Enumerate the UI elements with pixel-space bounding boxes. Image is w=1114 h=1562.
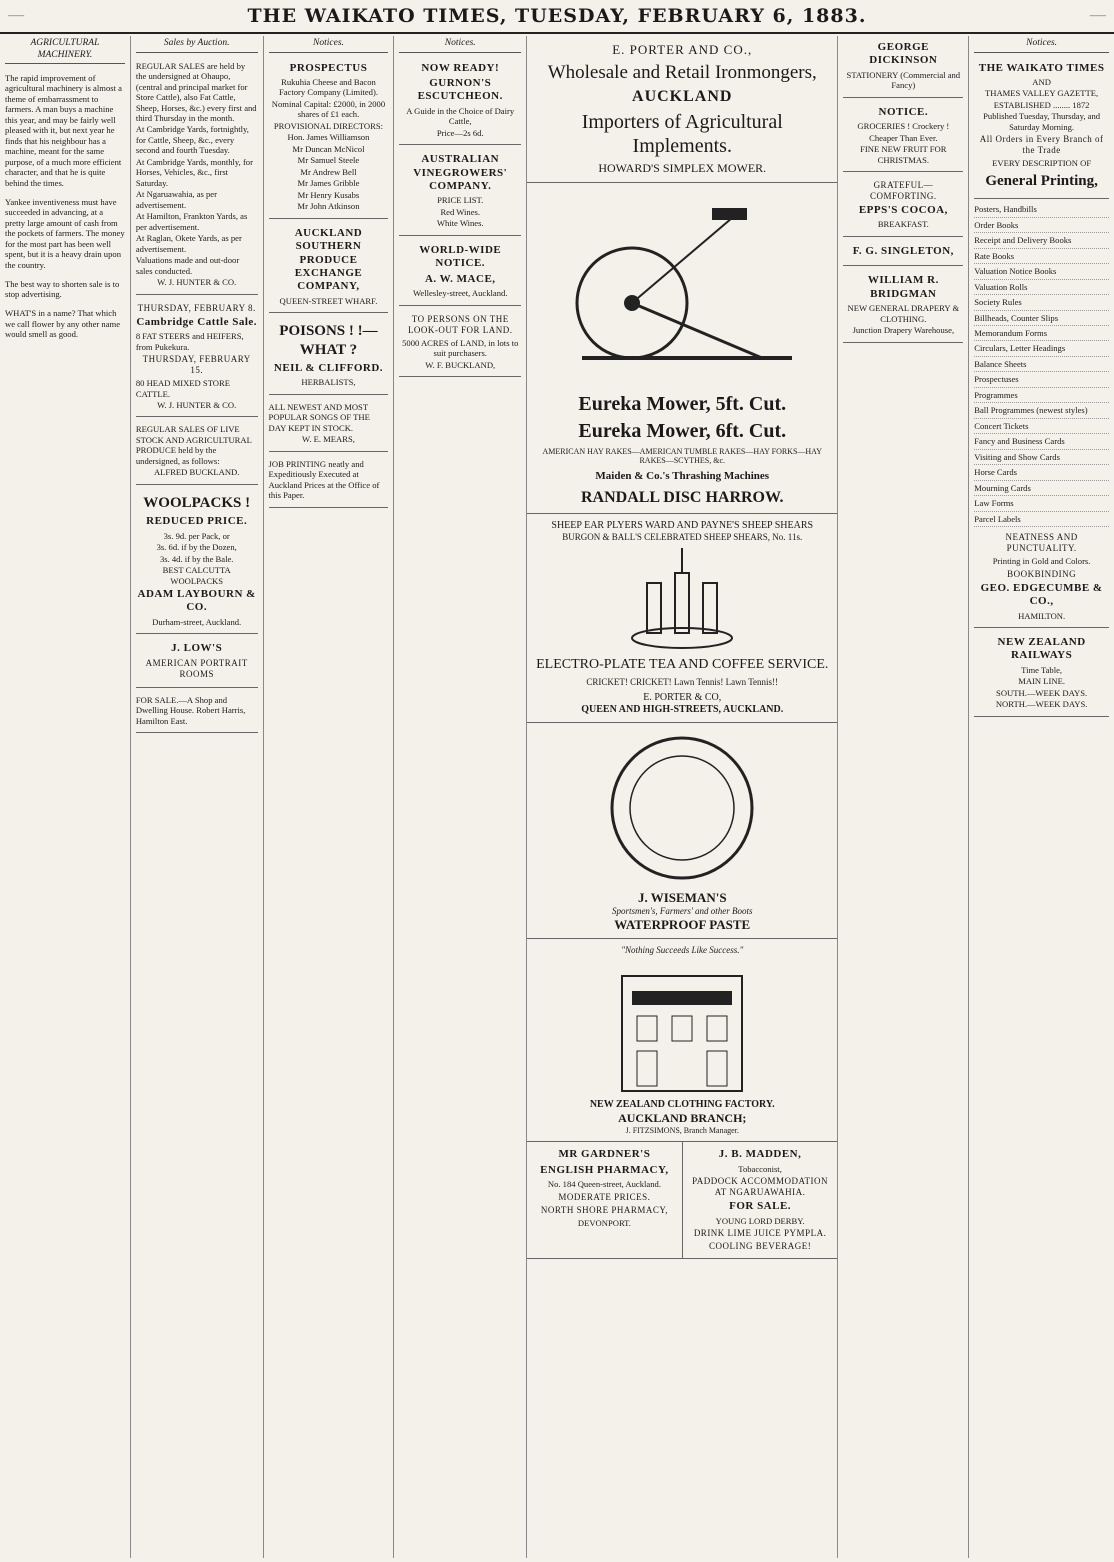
cricket-line: CRICKET! CRICKET! Lawn Tennis! Lawn Tennis!! — [586, 676, 779, 687]
column-heading: Notices. — [399, 36, 521, 53]
ad-text: BOOKBINDING — [1007, 568, 1077, 579]
mower-illustration — [527, 183, 837, 383]
ad-title: NOW READY! — [421, 61, 500, 74]
director-name: Mr Duncan McNicol — [292, 143, 365, 154]
ad-subtitle: PRICE LIST. — [437, 195, 484, 206]
bridgman-ad — [843, 269, 963, 342]
ad-signature: NEIL & CLIFFORD. — [273, 361, 384, 374]
director-name: Mr Henry Kusabs — [297, 189, 360, 200]
poisons-ad — [269, 316, 389, 394]
ad-text: Printing in Gold and Colors. — [992, 556, 1091, 567]
randall-line: RANDALL DISC HARROW. — [580, 488, 784, 506]
ad-text: STATIONERY (Commercial and Fancy) — [846, 69, 961, 91]
ad-text: BREAKFAST. — [877, 219, 929, 230]
produce-exchange-ad — [269, 222, 389, 314]
mower-title: HOWARD'S SIMPLEX MOWER. — [598, 161, 767, 176]
list-item: Visiting and Show Cards — [974, 450, 1109, 465]
list-item: Valuation Notice Books — [974, 264, 1109, 279]
ad-text: SOUTH.—WEEK DAYS. — [996, 687, 1088, 698]
ad-text: Published Tuesday, Thursday, and Saturday Morning. — [983, 111, 1101, 132]
list-item: Mourning Cards — [974, 481, 1109, 496]
director-name: Mr Andrew Bell — [300, 166, 357, 177]
ad-subtitle: GURNON'S ESCUTCHEON. — [417, 76, 503, 103]
ad-subtitle: HERBALISTS, — [301, 377, 356, 388]
ad-subtitle: EPPS'S COCOA, — [858, 204, 948, 217]
ad-text: FOR SALE. — [729, 1200, 792, 1213]
list-item: Programmes — [974, 388, 1109, 403]
ad-subtitle: REDUCED PRICE. — [146, 515, 248, 528]
mace-ad — [399, 239, 521, 306]
ad-text: REGULAR SALES are held by the undersigned at Ohaupo, (central and principal market for Store Cattle), also Fat Cattle, Sheep, Horses, &c.) every first and third Thursday in the month. — [135, 60, 257, 123]
ad-address: No. 184 Queen-street, Auckland. — [547, 1179, 661, 1190]
article-paragraph: Yankee inventiveness must have succeeded in advancing, at a pretty large amount of cash from the pockets of farmers. The money for the most part has been well spent, but it is a heavy drain upon the country. — [5, 196, 125, 270]
ad-signature: W. J. HUNTER & CO. — [157, 400, 237, 410]
ad-address: QUEEN-STREET WHARF. — [279, 295, 378, 306]
ad-date: THURSDAY, FEBRUARY 8. — [137, 302, 256, 313]
list-item: Fancy and Business Cards — [974, 434, 1109, 449]
ad-text: THAMES VALLEY GAZETTE, — [984, 88, 1099, 99]
clothing-manager: J. FITZSIMONS, Branch Manager. — [625, 1125, 739, 1135]
ad-title: WOOLPACKS ! — [143, 494, 251, 511]
clothing-name: NEW ZEALAND CLOTHING FACTORY. — [589, 1098, 775, 1110]
ad-text: JOB PRINTING neatly and Expeditiously Executed at Auckland Prices at the Office of this Paper. — [268, 458, 380, 501]
job-printing-ad — [269, 455, 389, 508]
ad-title: POISONS ! !—WHAT ? — [279, 323, 378, 358]
ad-title: WILLIAM R. BRIDGMAN — [867, 274, 939, 300]
ad-text: 5000 ACRES of LAND, in lots to suit purchasers. — [402, 337, 519, 359]
ad-subtitle: Rukuhia Cheese and Bacon Factory Company (Limited). — [278, 76, 378, 98]
column-waikato-times — [969, 36, 1114, 1558]
shears-block — [527, 514, 837, 723]
porter-city: AUCKLAND — [632, 88, 733, 106]
ad-signature: ALFRED BUCKLAND. — [153, 467, 240, 478]
ad-text: GROCERIES ! Crockery ! — [857, 121, 950, 132]
ad-address: Wellesley-street, Auckland. — [412, 288, 508, 299]
land-ad — [399, 309, 521, 377]
general-printing: General Printing, — [985, 172, 1098, 189]
ad-title: NEW ZEALAND RAILWAYS — [997, 635, 1086, 662]
ad-text: DRINK LIME JUICE PYMPLA. — [693, 1228, 827, 1239]
ad-text: BEST CALCUTTA WOOLPACKS — [162, 565, 231, 586]
songs-ad — [269, 398, 389, 452]
singleton-ad — [843, 240, 963, 266]
ad-title: GEORGE DICKINSON — [869, 41, 938, 67]
ad-subtitle: ENGLISH PHARMACY, — [540, 1163, 669, 1176]
list-item: Billheads, Counter Slips — [974, 311, 1109, 326]
price-line: 3s. 6d. if by the Dozen, — [156, 542, 237, 553]
ad-text: NEW GENERAL DRAPERY & CLOTHING. — [847, 303, 960, 324]
price-line: 3s. 9d. per Pack, or — [163, 530, 230, 541]
masthead — [0, 0, 1114, 34]
ad-text: 8 FAT STEERS and HEIFERS, from Pukekura. — [135, 331, 244, 352]
list-item: Circulars, Letter Headings — [974, 341, 1109, 356]
list-item: Posters, Handbills — [974, 202, 1109, 217]
wiseman-paste: WATERPROOF PASTE — [614, 916, 751, 932]
ad-date: THURSDAY, FEBRUARY 15. — [142, 354, 251, 376]
price-line: 3s. 4d. if by the Bale. — [159, 553, 234, 564]
times-ad — [974, 57, 1109, 200]
ad-text: PADDOCK ACCOMMODATION AT NGARUAWAHIA. — [692, 1176, 829, 1198]
list-item: Law Forms — [974, 496, 1109, 511]
ad-text: EVERY DESCRIPTION OF — [992, 158, 1092, 169]
list-item: Balance Sheets — [974, 357, 1109, 372]
porter-header — [527, 36, 837, 183]
director-name: Hon. James Williamson — [287, 132, 370, 143]
newspaper-title: THE WAIKATO TIMES, TUESDAY, FEBRUARY 6, 1883. — [247, 5, 867, 27]
ad-signature: ADAM LAYBOURN & CO. — [137, 588, 256, 614]
ad-text: At Ngaruawahia, as per advertisement. — [135, 189, 217, 210]
ad-signature: W. E. MEARS, — [302, 434, 355, 445]
ad-title: TO PERSONS ON THE LOOK-OUT FOR LAND. — [407, 313, 513, 335]
dickinson-ad — [843, 36, 963, 98]
column-heading: Notices. — [269, 36, 389, 53]
ad-text: NORTH SHORE PHARMACY, — [540, 1204, 668, 1215]
ad-text: Cheaper Than Ever. — [869, 132, 938, 143]
wine-section: Red Wines. — [440, 206, 481, 217]
ad-text: A Guide in the Choice of Dairy Cattle, — [406, 105, 515, 127]
list-item: Parcel Labels — [974, 512, 1109, 527]
list-item: Valuation Rolls — [974, 280, 1109, 295]
portrait-ad — [136, 637, 258, 687]
ad-subtitle: Tobacconist, — [738, 1163, 782, 1174]
list-item: Rate Books — [974, 249, 1109, 264]
ad-text: All Orders in Every Branch of the Trade — [979, 134, 1104, 156]
ad-text: Junction Drapery Warehouse, — [852, 325, 955, 336]
column-agricultural — [0, 36, 131, 1558]
eureka-5ft: Eureka Mower, 5ft. Cut. — [578, 392, 787, 415]
ad-text: Valuations made and out-door sales conducted. — [135, 255, 240, 276]
list-item: Receipt and Delivery Books — [974, 233, 1109, 248]
ad-title: GRATEFUL—COMFORTING. — [869, 180, 937, 202]
clothing-slogan: "Nothing Succeeds Like Success." — [621, 945, 744, 956]
eureka-6ft: Eureka Mower, 6ft. Cut. — [578, 420, 787, 443]
ad-title: J. B. MADDEN, — [718, 1148, 802, 1161]
ad-price: Price—2s 6d. — [436, 127, 484, 138]
ad-text: PROVISIONAL DIRECTORS: — [273, 120, 384, 131]
ad-title: THE WAIKATO TIMES — [978, 61, 1105, 74]
rakes-line: AMERICAN HAY RAKES—AMERICAN TUMBLE RAKES—HAY FORKS—HAY RAKES—SCYTHES, &c. — [542, 446, 823, 466]
list-item: Concert Tickets — [974, 419, 1109, 434]
ad-title: MR GARDNER'S — [558, 1148, 651, 1161]
wiseman-name: J. WISEMAN'S — [637, 889, 727, 905]
auction-ad — [136, 57, 258, 295]
ad-text: FINE NEW FRUIT FOR CHRISTMAS. — [860, 144, 947, 165]
porter-signature: E. PORTER & CO, — [643, 691, 722, 703]
column-heading: Sales by Auction. — [136, 36, 258, 53]
ad-address: DEVONPORT. — [577, 1217, 631, 1228]
bottom-ads — [527, 1142, 837, 1262]
ad-text: NORTH.—WEEK DAYS. — [995, 699, 1088, 710]
ad-subtitle: Time Table, — [1021, 664, 1063, 675]
ad-title: Cambridge Cattle Sale. — [136, 315, 258, 328]
porter-name: E. PORTER AND CO., — [612, 42, 753, 57]
ad-text: ESTABLISHED ........ 1872 — [993, 99, 1090, 110]
list-item: Society Rules — [974, 295, 1109, 310]
ad-title: WORLD-WIDE NOTICE. — [419, 243, 502, 270]
wiseman-block — [527, 723, 837, 939]
ad-text: MAIN LINE. — [1018, 676, 1065, 687]
cruet-illustration — [622, 543, 742, 653]
book-ad — [399, 57, 521, 146]
column-porter-ad — [527, 36, 838, 1558]
page-corner-left: ——— — [8, 11, 25, 21]
list-item: Memorandum Forms — [974, 326, 1109, 341]
article-paragraph: The best way to shorten sale is to stop advertising. — [5, 278, 120, 300]
ad-signature: W. J. HUNTER & CO. — [157, 277, 237, 288]
ad-text: ALL NEWEST AND MOST POPULAR SONGS OF THE DAY KEPT IN STOCK. — [268, 401, 370, 433]
prospectus-ad — [269, 57, 389, 219]
ad-text: Nominal Capital: £2000, in 2000 shares of £1 each. — [271, 98, 386, 120]
list-item: Prospectuses — [974, 372, 1109, 387]
column-notices-a — [264, 36, 395, 1558]
ad-text: At Raglan, Okete Yards, as per advertisement. — [135, 233, 242, 254]
ad-address: Durham-street, Auckland. — [152, 616, 242, 627]
ad-text: COOLING BEVERAGE! — [708, 1241, 812, 1252]
ad-text: FOR SALE.—A Shop and Dwelling House. Robert Harris, Hamilton East. — [135, 694, 246, 726]
ad-text: AND — [1032, 76, 1051, 87]
ad-title: F. G. SINGLETON, — [852, 244, 954, 257]
director-name: Mr Samuel Steele — [297, 155, 360, 166]
ad-address: HAMILTON. — [1018, 610, 1066, 621]
wiseman-badge — [607, 733, 757, 883]
railway-ad — [974, 631, 1109, 717]
article-paragraph: The rapid improvement of agricultural machinery is almost a theme of embarrassment to farmers. A man buys a machine this year, and may be fairly well pleased with it, but next year he finds that his neighbour has a machine, meant for the same purpose, of a much more efficient character, and that he is quite behind the times. — [5, 72, 122, 188]
grocery-ad — [843, 101, 963, 172]
ad-text: MODERATE PRICES. — [558, 1191, 651, 1202]
ad-title: J. LOW'S — [171, 642, 223, 655]
ad-text: YOUNG LORD DERBY. — [715, 1215, 805, 1226]
ad-text: 80 HEAD MIXED STORE CATTLE. — [135, 378, 230, 399]
ad-title: AUCKLAND SOUTHERN PRODUCE EXCHANGE COMPANY, — [294, 226, 363, 293]
ad-signature: A. W. MACE, — [424, 272, 496, 285]
ad-text: At Hamilton, Frankton Yards, as per advertisement. — [135, 211, 248, 232]
list-item: Horse Cards — [974, 465, 1109, 480]
column-notices-b — [394, 36, 527, 1558]
wine-section: White Wines. — [436, 218, 484, 229]
mower-list — [527, 383, 837, 514]
clothing-branch: AUCKLAND BRANCH; — [618, 1111, 747, 1126]
page-corner-right: ——— — [1089, 11, 1106, 21]
auction-ad — [136, 298, 258, 418]
ad-subtitle: AMERICAN PORTRAIT ROOMS — [145, 657, 248, 679]
wine-ad — [399, 148, 521, 236]
list-item: Ball Programmes (newest styles) — [974, 403, 1109, 418]
director-name: Mr James Gribble — [297, 178, 360, 189]
column-dickinson — [838, 36, 969, 1558]
ad-signature: W. F. BUCKLAND, — [425, 359, 496, 370]
ad-title: NOTICE. — [878, 105, 929, 118]
column-heading: AGRICULTURAL MACHINERY. — [5, 36, 125, 64]
cocoa-ad — [843, 175, 963, 237]
electro-line: ELECTRO-PLATE TEA AND COFFEE SERVICE. — [536, 656, 829, 672]
gardner-ad — [527, 1142, 683, 1259]
for-sale-ad — [136, 691, 258, 733]
woolpacks-ad — [136, 488, 258, 634]
list-item: Order Books — [974, 218, 1109, 233]
director-name: Mr John Atkinson — [297, 201, 360, 212]
shears-line: SHEEP EAR PLYERS WARD AND PAYNE'S SHEEP SHEARS — [551, 520, 814, 532]
neatness-ad — [974, 527, 1109, 628]
ad-signature: GEO. EDGECUMBE & CO., — [980, 581, 1103, 608]
burgon-line: BURGON & BALL'S CELEBRATED SHEEP SHEARS, No. 11s. — [562, 532, 803, 543]
ad-text: NEATNESS AND PUNCTUALITY. — [1005, 532, 1078, 554]
printing-list — [974, 202, 1109, 527]
maiden-line: Maiden & Co.'s Thrashing Machines — [595, 470, 770, 483]
porter-importers: Importers of Agricultural Implements. — [581, 110, 783, 157]
article-paragraph: WHAT'S in a name? That which we call flower by any other name would smell as good. — [5, 308, 121, 340]
clothing-block — [527, 939, 837, 1142]
column-auctions — [131, 36, 264, 1558]
porter-address: QUEEN AND HIGH-STREETS, AUCKLAND. — [581, 704, 784, 716]
ad-text: At Cambridge Yards, monthly, for Horses, Vehicles, &c., first Saturday. — [135, 156, 253, 188]
column-heading: Notices. — [974, 36, 1109, 53]
auction-ad — [136, 420, 258, 484]
ad-title: PROSPECTUS — [289, 61, 368, 74]
ad-text: REGULAR SALES OF LIVE STOCK AND AGRICULTURAL PRODUCE held by the undersigned, as follows: — [135, 424, 252, 466]
page-columns — [0, 36, 1114, 1558]
porter-wholesale: Wholesale and Retail Ironmongers, — [547, 61, 817, 83]
madden-ad — [683, 1142, 838, 1259]
wiseman-sub: Sportsmen's, Farmers' and other Boots — [611, 905, 753, 916]
ad-title: AUSTRALIAN VINEGROWERS' COMPANY. — [413, 153, 508, 193]
ad-text: At Cambridge Yards, fortnightly, for Cattle, Sheep, &c., every second and fourth Tuesday. — [135, 124, 249, 156]
factory-illustration — [607, 956, 757, 1096]
